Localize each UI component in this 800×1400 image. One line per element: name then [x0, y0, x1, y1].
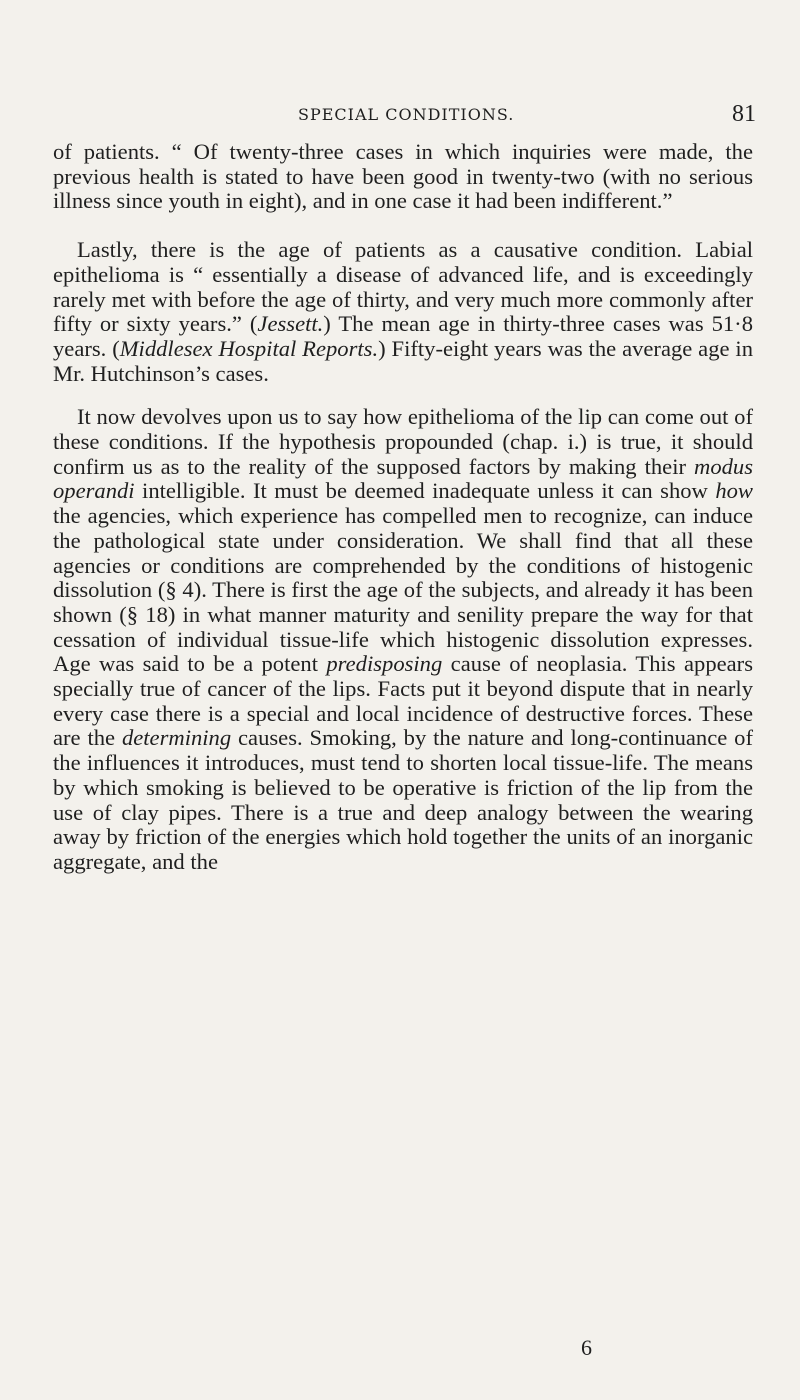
running-head [0, 103, 800, 127]
paragraph-1-text: of patients. “ Of twenty-three cases in which inquiries were made, the previous health is stated to have been good in twenty-two (with no serious illness since youth in eight), and in one case it had been indifferent.” [53, 139, 753, 214]
emphasis-how: how [715, 478, 753, 504]
emphasis-predisposing: predisposing [326, 651, 443, 677]
running-title: SPECIAL CONDITIONS. [298, 105, 515, 124]
page-number: 81 [732, 101, 756, 127]
signature-mark: 6 [581, 1335, 592, 1360]
paragraph-3-text-a: It now devolves upon us to say how epithelioma of the lip can come out of these conditions. If the hypothesis propounded (chap. i.) is true, it should confirm us as to the reality of the supposed factors by making their [53, 404, 753, 479]
paragraph-3-text-c: the agencies, which experience has compelled men to recognize, can induce the pathological state under consideration. We shall find that all these agencies or conditions are comprehended by the conditions of histogenic dissolution (§ 4). There is first the age of the subjects, and already it has been shown (§ 18) in what manner maturity and senility prepare the way for that cessation of individual tissue-life which histogenic dissolution expresses. Age was said to be a potent [53, 503, 753, 677]
citation-middlesex: Middlesex Hospital Reports. [119, 335, 379, 361]
emphasis-determining: determining [121, 725, 232, 751]
body-text [53, 140, 753, 875]
paragraph-1 [53, 140, 753, 214]
paragraph-3-text-e: causes. Smoking, by the nature and long-continuance of the influences it introduces, must tend to shorten local tissue-life. The means by which smoking is believed to be operative is friction of the lip from the use of clay pipes. There is a true and deep analogy between the wearing away by friction of the energies which hold together the units of an inorganic aggregate, and the [53, 725, 753, 874]
paragraph-3 [53, 405, 753, 874]
paragraph-3-text-b: intelligible. It must be deemed inadequate unless it can show [134, 478, 716, 504]
emphasis-modus-operandi: modus operandi [53, 453, 753, 504]
citation-jessett: Jessett. [257, 311, 324, 337]
paragraph-2-text-c: ) Fifty-eight years was the average age in Mr. Hutchinson’s cases. [53, 335, 753, 386]
paragraph-2-text-b: ) The mean age in thirty-three cases was 51·8 years. ( [53, 311, 754, 361]
paragraph-2 [53, 238, 753, 386]
paragraph-2-text-a: Lastly, there is the age of patients as a causative condition. Labial epithelioma is “ essentially a disease of advanced life, and is exceedingly rarely met with before the age of thirty, and very much more commonly after fifty or sixty years.” ( [53, 237, 753, 337]
paragraph-3-text-d: cause of neoplasia. This appears specially true of cancer of the lips. Facts put it beyond dispute that in nearly every case there is a special and local incidence of destructive forces. These are the [53, 651, 753, 751]
